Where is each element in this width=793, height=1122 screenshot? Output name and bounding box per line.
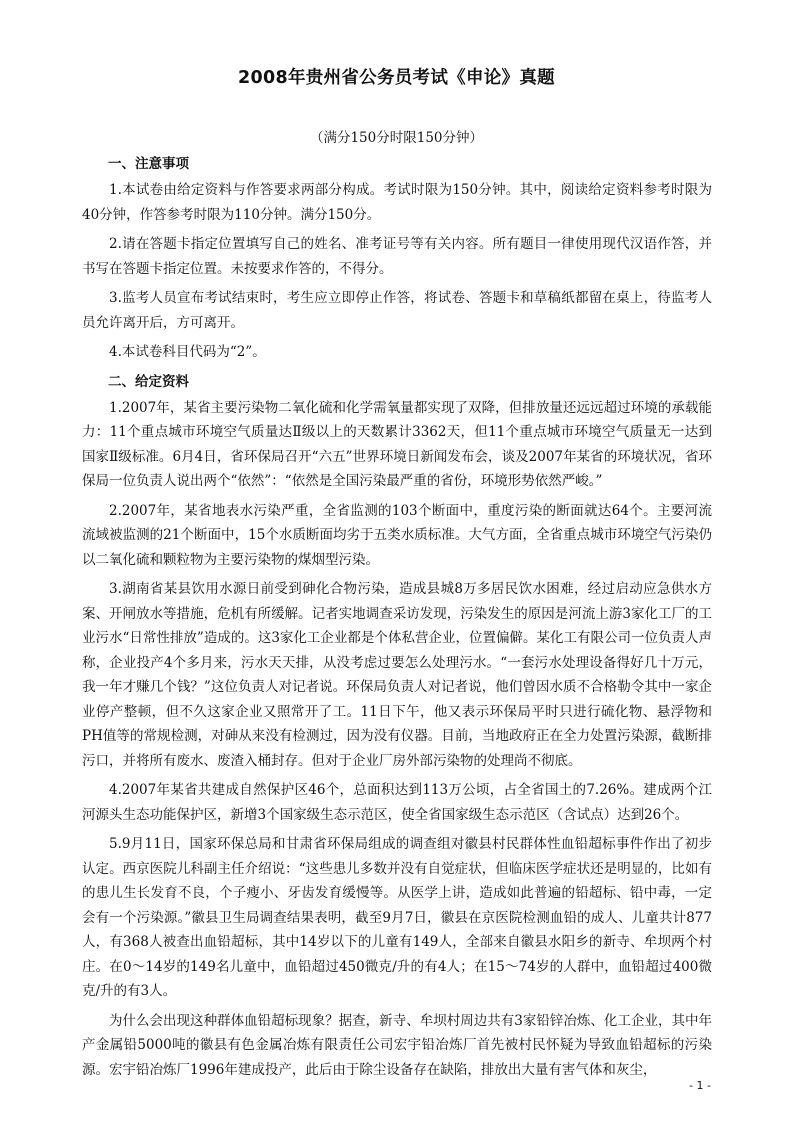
material-paragraph: 4.2007年某省共建成自然保护区46个，总面积达到113万公顷，占全省国土的7.26%。建成两个江河源头生态功能保护区，新增3个国家级生态示范区，使全省国家级生态示范区（含试点）达到26个。	[82, 782, 712, 823]
page-title: 2008年贵州省公务员考试《申论》真题	[238, 68, 555, 88]
material-paragraph: 1.2007年，某省主要污染物二氧化硫和化学需氧量都实现了双降，但排放量还远远超过环境的承载能力：11个重点城市环境空气质量达Ⅱ级以上的天数累计3362天，但11个重点城市环境空气质量无一达到国家Ⅱ级标准。6月4日，省环保局召开“六五”世界环境日新闻发布会，谈及2007年某省的环境状况，省环保局一位负责人说出两个“依然”：“依然是全国污染最严重的省份，环境形势依然严峻。”	[82, 399, 712, 489]
section-heading-materials: 二、给定资料	[108, 373, 189, 390]
material-paragraph: 3.湖南省某县饮用水源日前受到砷化合物污染，造成县城8万多居民饮水困难，经过启动应急供水方案、开闸放水等措施，危机有所缓解。记者实地调查采访发现，污染发生的原因是河流上游3家化工厂的工业污水“日常性排放”造成的。这3家化工企业都是个体私营企业，位置偏僻。某化工有限公司一位负责人声称，企业投产4个多月来，污水天天排，从没考虑过要怎么处理污水。“一套污水处理设备得好几十万元，我一年才赚几个钱？”这位负责人对记者说。环保局负责人对记者说，他们曾因水质不合格勒令其中一家企业停产整顿，但不久这家企业又照常开了工。11日下午，他又表示环保局平时只进行硫化物、悬浮物和PH值等的常规检测，对砷从来没有检测过，因为没有仪器。目前，当地政府正在全力处置污染源，截断排污口，并将所有废水、废渣入桶封存。但对于企业厂房外部污染物的处理尚不彻底。	[82, 581, 712, 769]
notes-paragraph: 3.监考人员宣布考试结束时，考生应立即停止作答，将试卷、答题卡和草稿纸都留在桌上，待监考人员允许离开后，方可离开。	[82, 290, 712, 331]
material-paragraph: 5.9月11日，国家环保总局和甘肃省环保局组成的调查组对徽县村民群体性血铅超标事件作出了初步认定。西京医院儿科副主任介绍说：“这些患儿多数并没有自觉症状，但临床医学症状还是明显的，比如有的患儿生长发育不良，个子瘦小、牙齿发育缓慢等。从医学上讲，造成如此普遍的铅超标、铅中毒，一定会有一个污染源。”徽县卫生局调查结果表明，截至9月7日，徽县在京医院检测血铅的成人、儿童共计877人，有368人被查出血铅超标，其中14岁以下的儿童有149人，全部来自徽县水阳乡的新寺、牟坝两个村庄。在0～14岁的149名儿童中，血铅超过450微克/升的有4人；在15～74岁的人群中，血铅超过400微克/升的有3人。	[82, 836, 712, 999]
section-heading-notes: 一、注意事项	[108, 156, 189, 172]
document-body	[82, 152, 712, 1087]
exam-duration-note: （满分150分时限150分钟）	[309, 130, 484, 146]
material-paragraph: 2.2007年，某省地表水污染严重，全省监测的103个断面中，重度污染的断面就达64个。主要河流流域被监测的21个断面中，15个水质断面均劣于五类水质标准。大气方面，全省重点城市环境空气污染仍以二氧化硫和颗粒物为主要污染物的煤烟型污染。	[82, 502, 712, 568]
material-paragraph: 为什么会出现这种群体血铅超标现象？据查，新寺、牟坝村周边共有3家铅锌冶炼、化工企业，其中年产金属铅5000吨的徽县有色金属冶炼有限责任公司宏宇铅冶炼厂首先被村民怀疑为导致血铅超标的污染源。宏宇铅冶炼厂1996年建成投产，此后由于除尘设备存在缺陷，排放出大量有害气体和灰尘，	[82, 1012, 712, 1078]
page-number: - 1 -	[689, 1079, 711, 1092]
notes-paragraph: 1.本试卷由给定资料与作答要求两部分构成。考试时限为150分钟。其中，阅读给定资料参考时限为40分钟，作答参考时限为110分钟。满分150分。	[82, 182, 712, 223]
notes-paragraph: 4.本试卷科目代码为“2”。	[109, 344, 266, 360]
notes-paragraph: 2.请在答题卡指定位置填写自己的姓名、准考证号等有关内容。所有题目一律使用现代汉语作答，并书写在答题卡指定位置。未按要求作答的，不得分。	[82, 236, 712, 277]
